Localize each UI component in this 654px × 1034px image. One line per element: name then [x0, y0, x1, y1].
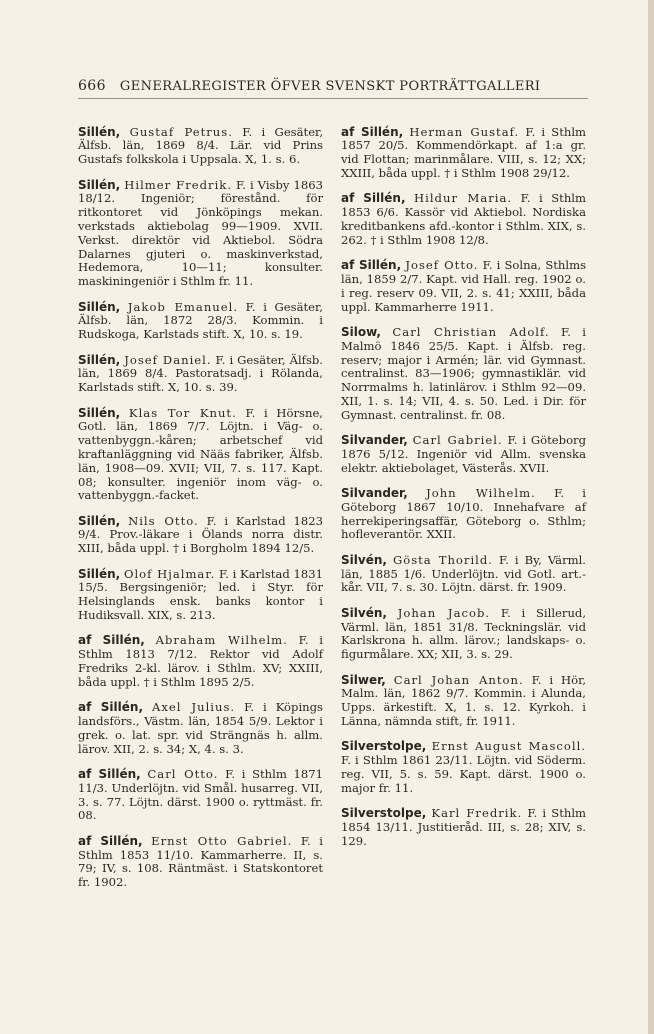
register-entry [78, 568, 323, 623]
entry-biography: F. i Köpings landsförs., Västm. län, 1854 5/9. Lektor i grek. o. lat. spr. vid Strängnäs h. allm. lärov. XII, 2. s. 34; X, 4. s. 3. [78, 700, 323, 756]
entry-biography: F. i Sillerud, Värml. län, 1851 31/8. Teckningslär. vid Karlskrona h. allm. lärov.; landskaps- o. figurmålare. XX; XII, 3. s. 29. [341, 605, 587, 662]
entry-biography: F. i Sthlm 1853 11/10. Kammarherre. II, s. 79; IV, s. 108. Räntmäst. i Statskontoret fr. 1902. [78, 833, 323, 890]
entry-given-names: Carl Otto. [147, 767, 219, 782]
entry-given-names: Ernst August Mascoll. [431, 739, 586, 754]
register-entry [341, 326, 586, 423]
entry-biography: F. i Visby 1863 18/12. Ingeniör; förestånd. för ritkontoret vid Jönköpings mekan. verkstads aktiebolag 99—1909. XVII. Verkst. direktör vid Aktiebol. Södra Dalarnes gjuteri o. maskinverkstad, Hedemora, 10—11; konsulter. maskiningeniör i Sthlm fr. 11. [78, 177, 323, 289]
register-entry [78, 515, 323, 556]
entry-given-names: Abraham Wilhelm. [155, 633, 288, 648]
entry-biography: F. i By, Värml. län, 1885 1/6. Underlöjtn. vid Gotl. art.-kår. VII, 7. s. 30. Löjtn. därst. fr. 1909. [341, 552, 586, 595]
entry-biography: F. i Karlstad 1831 15/5. Bergsingeniör; led. i Styr. för Helsinglands ensk. banks kontor i Hudiksvall. XIX, s. 213. [78, 566, 324, 623]
register-entry [341, 554, 586, 595]
entry-given-names: Jakob Emanuel. [127, 299, 239, 314]
entry-surname: Sillén, [78, 566, 121, 581]
entry-surname: af Sillén, [341, 191, 406, 206]
page-number: 666 [78, 78, 106, 94]
entry-surname: Silverstolpe, [341, 806, 427, 821]
entry-biography: F. i Malmö 1846 25/5. Kapt. i Älfsb. reg. reserv; major i Armén; lär. vid Gymnast. centralinst. 83—1906; gymnastiklär. vid Norrmalms h. latinlärov. i Sthlm 92—09. XII, 1. s. 14; VII, 4. s. 50. Led. i Dir. för Gymnast. centralinst. fr. 08. [341, 324, 587, 422]
entry-surname: Sillén, [78, 124, 121, 139]
entry-given-names: Olof Hjalmar. [123, 566, 216, 581]
register-entry [78, 835, 323, 890]
right-column [341, 114, 586, 857]
left-column [78, 114, 323, 898]
entry-surname: Silow, [341, 324, 381, 339]
register-entry [341, 487, 586, 542]
register-entry [78, 407, 323, 504]
running-header [78, 78, 588, 94]
entry-surname: af Sillén, [78, 767, 141, 782]
entry-given-names: Josef Daniel. [124, 352, 212, 367]
register-entry [78, 301, 323, 342]
running-title: GENERALREGISTER ÖFVER SVENSKT PORTRÄTTGALLERI [119, 79, 541, 94]
register-entry [341, 807, 586, 848]
register-entry [341, 434, 586, 475]
entry-biography: F. i Sthlm 1854 13/11. Justitieråd. III, s. 28; XIV, s. 129. [341, 806, 587, 848]
register-entry [341, 674, 586, 729]
register-entry [341, 740, 586, 795]
entry-surname: Sillén, [78, 177, 121, 192]
entry-given-names: Axel Julius. [152, 700, 236, 715]
entry-given-names: Carl Johan Anton. [393, 672, 524, 687]
entry-surname: Silvander, [341, 433, 408, 448]
entry-given-names: Carl Gabriel. [412, 433, 503, 448]
entry-given-names: Nils Otto. [128, 513, 199, 528]
entry-surname: af Sillén, [341, 258, 402, 273]
entry-biography: F. i Gesäter, Älfsb. län, 1872 28/3. Kommin. i Rudskoga, Karlstads stift. X, 10. s. 19. [78, 299, 323, 342]
register-entry [341, 192, 586, 247]
entry-surname: af Sillén, [341, 124, 404, 139]
entry-surname: af Sillén, [78, 633, 145, 648]
entry-given-names: John Wilhelm. [426, 486, 536, 501]
entry-given-names: Hildur Maria. [414, 191, 513, 206]
entry-given-names: Carl Christian Adolf. [392, 324, 550, 339]
entry-surname: Sillén, [78, 513, 121, 528]
entry-surname: af Sillén, [78, 833, 143, 848]
entry-biography: F. i Karlstad 1823 9/4. Prov.-läkare i Ölands norra distr. XIII, båda uppl. † i Borgholm 1894 12/5. [78, 513, 323, 556]
entry-biography: F. i Göteborg 1867 10/10. Innehafvare af herrekiperingsaffär, Göteborg o. Sthlm; hofleverantör. XXII. [341, 486, 586, 542]
entry-surname: Silvén, [341, 605, 387, 620]
register-entry [78, 126, 323, 167]
entry-biography: F. i Göteborg 1876 5/12. Ingeniör vid Allm. svenska elektr. aktiebolaget, Västerås. XVII. [341, 433, 587, 475]
entry-biography: F. i Sthlm 1871 11/3. Underlöjtn. vid Smål. husarreg. VII, 3. s. 77. Löjtn. därst. 1900 o. ryttmäst. fr. 08. [78, 767, 324, 823]
entry-biography: F. i Sthlm 1861 23/11. Löjtn. vid Söderm. reg. VII, 5. s. 59. Kapt. därst. 1900 o. major fr. 11. [341, 753, 586, 795]
entry-biography: F. i Hörsne, Gotl. län, 1869 7/7. Löjtn. i Väg- o. vattenbyggn.-kåren; arbetschef vid kraftanläggning vid Nääs fabriker, Älfsb. län, 1908—09. XVII; VII, 7. s. 117. Kapt. 08; konsulter. ingeniör inom väg- o. vattenbyggn.-facket. [78, 405, 323, 503]
entry-surname: Sillén, [78, 405, 121, 420]
entry-surname: Sillén, [78, 299, 121, 314]
register-entry [78, 634, 323, 689]
entry-given-names: Ernst Otto Gabriel. [151, 833, 293, 848]
entry-biography: F. i Gesäter, Älfsb. län, 1869 8/4. Lär. vid Prins Gustafs folkskola i Uppsala. X, 1. s. 6. [78, 124, 324, 167]
register-entry [341, 259, 586, 314]
entry-given-names: Hilmer Fredrik. [124, 177, 233, 192]
entry-surname: Silwer, [341, 672, 386, 687]
entry-given-names: Gustaf Petrus. [129, 124, 233, 139]
entry-biography: F. i Solna, Sthlms län, 1859 2/7. Kapt. vid Hall. reg. 1902 o. i reg. reserv 09. VII, 2. s. 41; XXIII, båda uppl. Kammarherre 1911. [341, 258, 587, 314]
entry-surname: af Sillén, [78, 700, 144, 715]
entry-given-names: Johan Jacob. [397, 605, 491, 620]
register-entry [78, 701, 323, 756]
header-rule [78, 98, 588, 99]
page-edge [648, 0, 654, 1034]
entry-surname: Silvander, [341, 486, 408, 501]
entry-given-names: Klas Tor Knut. [128, 405, 237, 420]
register-entry [341, 607, 586, 662]
entry-surname: Silverstolpe, [341, 739, 427, 754]
entry-biography: F. i Sthlm 1853 6/6. Kassör vid Aktiebol. Nordiska kreditbankens afd.-kontor i Sthlm. XIX, s. 262. † i Sthlm 1908 12/8. [341, 191, 587, 247]
entry-biography: F. i Hör, Malm. län, 1862 9/7. Kommin. i Alunda, Upps. ärkestift. X, 1. s. 12. Kyrkoh. i Länna, nämnda stift, fr. 1911. [341, 672, 587, 729]
register-entry [78, 768, 323, 823]
entry-given-names: Josef Otto. [405, 258, 479, 273]
entry-given-names: Gösta Thorild. [392, 552, 493, 567]
entry-given-names: Karl Fredrik. [431, 806, 523, 821]
register-entry [78, 354, 323, 395]
entry-surname: Sillén, [78, 352, 121, 367]
entry-surname: Silvén, [341, 552, 387, 567]
entry-biography: F. i Sthlm 1813 7/12. Rektor vid Adolf Fredriks 2-kl. lärov. i Sthlm. XV; XXIII, båda uppl. † i Sthlm 1895 2/5. [78, 633, 324, 689]
register-entry [78, 179, 323, 289]
entry-biography: F. i Gesäter, Älfsb. län, 1869 8/4. Pastoratsadj. i Rölanda, Karlstads stift. X, 10. s. 39. [78, 352, 323, 395]
entry-given-names: Herman Gustaf. [409, 124, 520, 139]
register-entry [341, 126, 586, 181]
entry-biography: F. i Sthlm 1857 20/5. Kommendörkapt. af 1:a gr. vid Flottan; marinmålare. VIII, s. 12; XX; XXIII, båda uppl. † i Sthlm 1908 29/12. [341, 124, 587, 180]
